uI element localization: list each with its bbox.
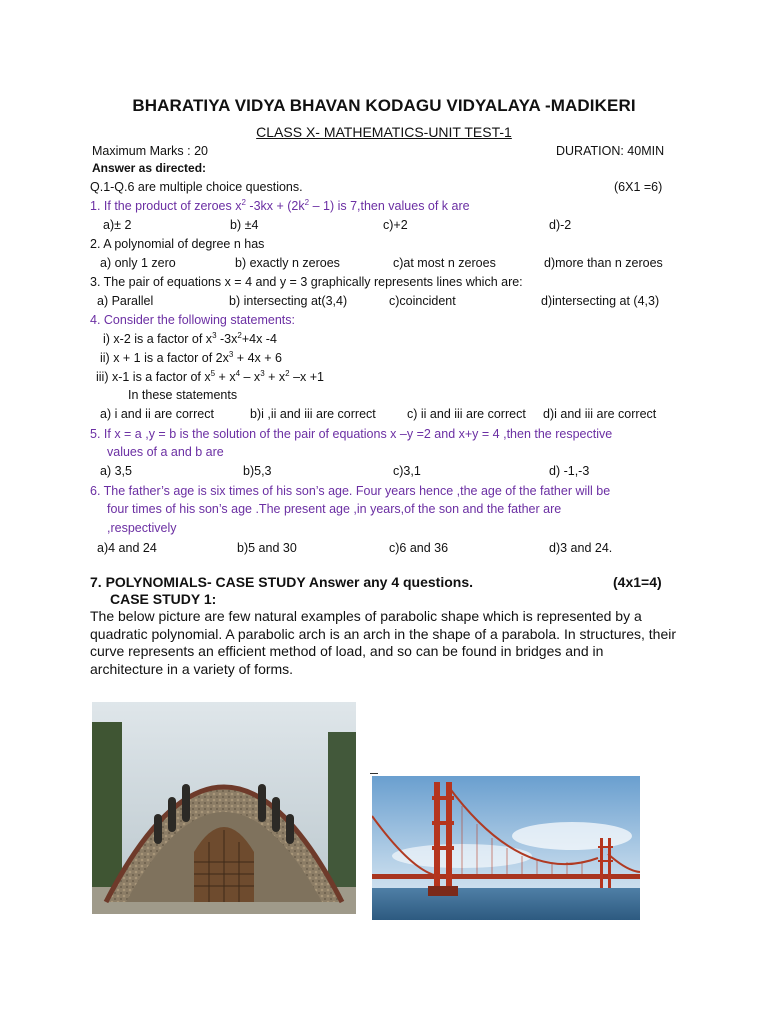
case-study-paragraph: The below picture are few natural examples of parabolic shape which is represented by a quadratic polynomial. A parabolic arch is an arch in the shape of a parabola. In structures, their curve represents an efficient method of load, and so can be found in bridges and in architecture in a variety of forms. — [90, 608, 677, 677]
q1-option-c: c)+2 — [383, 218, 408, 232]
question-1: 1. If the product of zeroes $x^2$ $-3kx + (2k^2 - 1)$ is 7,then values of k are — [90, 198, 470, 213]
q4-option-b: b)i ,ii and iii are correct — [250, 407, 376, 421]
mcq-note: Q.1-Q.6 are multiple choice questions. — [90, 180, 303, 194]
parabolic-arch-building-photo — [92, 702, 356, 914]
photo-corner-mark — [370, 773, 378, 774]
q2-option-a: a) only 1 zero — [100, 256, 176, 270]
q4-in-these: In these statements — [128, 388, 238, 402]
class-subject-line: CLASS X- MATHEMATICS-UNIT TEST-1 — [256, 124, 512, 140]
q6-option-c: c)6 and 36 — [389, 541, 449, 555]
q5-option-d: d) -1,-3 — [549, 464, 590, 478]
q5-option-a: a) 3,5 — [100, 464, 132, 478]
q4-option-c: c) ii and iii are correct — [407, 407, 526, 421]
q2-option-b: b) exactly n zeroes — [235, 256, 340, 270]
q6-option-d: d)3 and 24. — [549, 541, 613, 555]
q6-option-b: b)5 and 30 — [237, 541, 297, 555]
q1-option-d: d)-2 — [549, 218, 572, 232]
question-5-line-1: 5. If x = a ,y = b is the solution of the pair of equations x –y =2 and x+y = 4 ,then the respective — [90, 427, 613, 441]
mcq-marks: (6X1 =6) — [614, 180, 663, 194]
answer-directed: Answer as directed: — [92, 161, 207, 175]
q4-option-d: d)i and iii are correct — [543, 407, 657, 421]
q4-option-a: a) i and ii are correct — [100, 407, 214, 421]
q4-statement-3: iii) x-1 is a factor of $x^5 + x^4 - x^3 + x^2$ –x +1 — [96, 369, 324, 384]
question-6-line-2: four times of his son’s age .The present age ,in years,of the son and the father are — [107, 502, 562, 516]
q2-option-d: d)more than n zeroes — [544, 256, 663, 270]
school-title: BHARATIYA VIDYA BHAVAN KODAGU VIDYALAYA -MADIKERI — [132, 96, 636, 115]
suspension-bridge-photo — [372, 776, 640, 920]
q6-option-a: a)4 and 24 — [97, 541, 157, 555]
duration: DURATION: 40MIN — [556, 144, 665, 158]
q3-option-c: c)coincident — [389, 294, 456, 308]
question-7-marks: (4x1=4) — [613, 574, 662, 590]
case-study-label: CASE STUDY 1: — [110, 591, 217, 607]
question-6-line-3: ,respectively — [107, 521, 177, 535]
max-marks: Maximum Marks : 20 — [92, 144, 208, 158]
question-5-line-2: values of a and b are — [107, 445, 224, 459]
question-7-heading: 7. POLYNOMIALS- CASE STUDY Answer any 4 questions. — [90, 574, 474, 590]
question-6-line-1: 6. The father’s age is six times of his son’s age. Four years hence ,the age of the father will be — [90, 484, 611, 498]
q4-statement-2: ii) x + 1 is a factor of $2x^3 + 4x + 6$ — [100, 350, 282, 365]
q1-option-a: a)± 2 — [103, 218, 132, 232]
q3-option-a: a) Parallel — [97, 294, 154, 308]
q1-option-b: b) ±4 — [230, 218, 259, 232]
q5-option-b: b)5,3 — [243, 464, 272, 478]
q4-statement-1: i) x-2 is a factor of $x^3$ $-3x^2+4x$ -4 — [103, 331, 277, 346]
question-4: 4. Consider the following statements: — [90, 313, 295, 327]
question-2: 2. A polynomial of degree n has — [90, 237, 265, 251]
question-3: 3. The pair of equations x = 4 and y = 3 graphically represents lines which are: — [90, 275, 523, 289]
q2-option-c: c)at most n zeroes — [393, 256, 496, 270]
q3-option-b: b) intersecting at(3,4) — [229, 294, 348, 308]
q5-option-c: c)3,1 — [393, 464, 421, 478]
q3-option-d: d)intersecting at (4,3) — [541, 294, 660, 308]
